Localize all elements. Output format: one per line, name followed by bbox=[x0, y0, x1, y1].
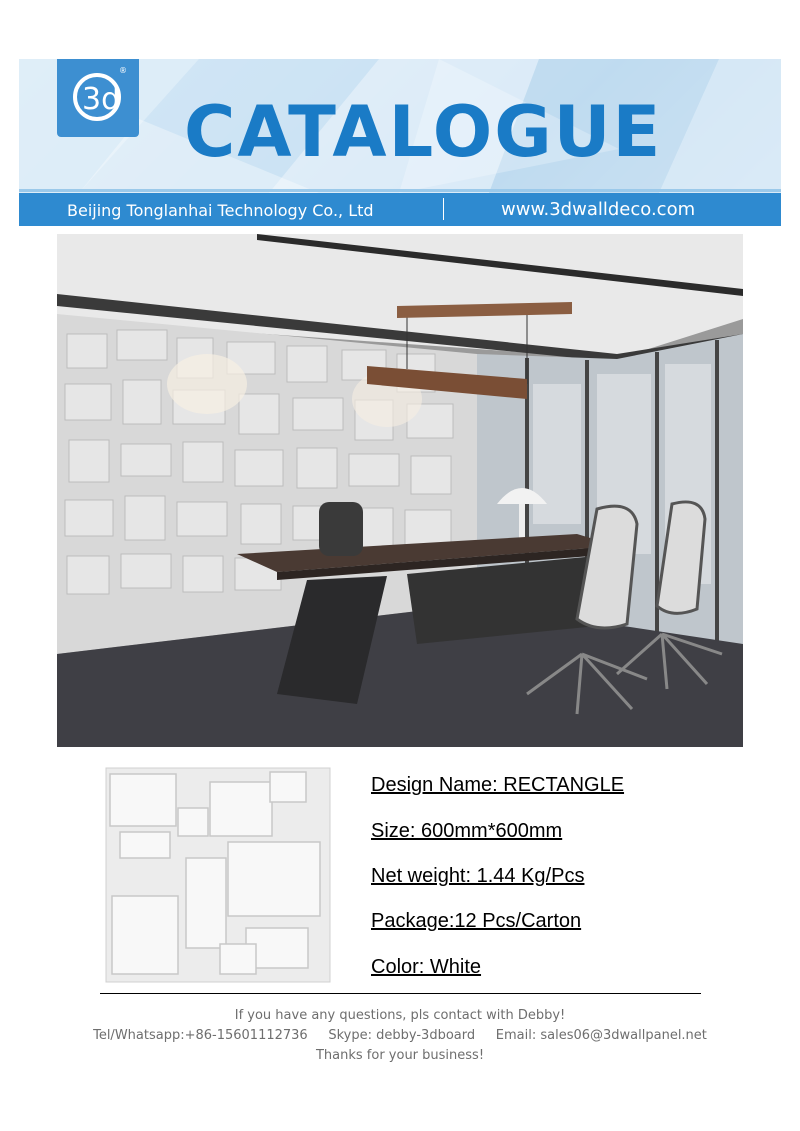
svg-text:®: ® bbox=[119, 66, 127, 75]
spec-size: Size: 600mm*600mm bbox=[371, 820, 563, 842]
catalogue-title: CATALOGUE bbox=[184, 91, 663, 173]
company-logo bbox=[57, 59, 139, 137]
footer-thanks: Thanks for your business! bbox=[315, 1048, 485, 1063]
footer-contact-details: Tel/Whatsapp:+86-15601112736 Skype: debby-3dboard Email: sales06@3dwallpanel.net bbox=[93, 1028, 707, 1043]
footer-contact-prompt: If you have any questions, pls contact with Debby! bbox=[234, 1008, 566, 1023]
spec-package: Package:12 Pcs/Carton bbox=[371, 910, 582, 932]
company-bar bbox=[19, 193, 781, 226]
banner-stripe bbox=[19, 189, 781, 192]
spec-color: Color: White bbox=[371, 956, 482, 978]
rectangle-panel-photo bbox=[100, 762, 336, 987]
logo-lettering: 3d bbox=[82, 82, 121, 117]
footer-divider bbox=[100, 993, 701, 994]
office-room-photo bbox=[57, 234, 743, 747]
bar-divider bbox=[443, 198, 444, 220]
spec-design-name: Design Name: RECTANGLE bbox=[371, 774, 625, 796]
spec-net-weight: Net weight: 1.44 Kg/Pcs bbox=[371, 865, 585, 887]
website-link[interactable]: www.3dwalldeco.com bbox=[501, 199, 696, 220]
company-name: Beijing Tonglanhai Technology Co., Ltd bbox=[67, 201, 374, 220]
catalogue-banner bbox=[19, 59, 781, 226]
